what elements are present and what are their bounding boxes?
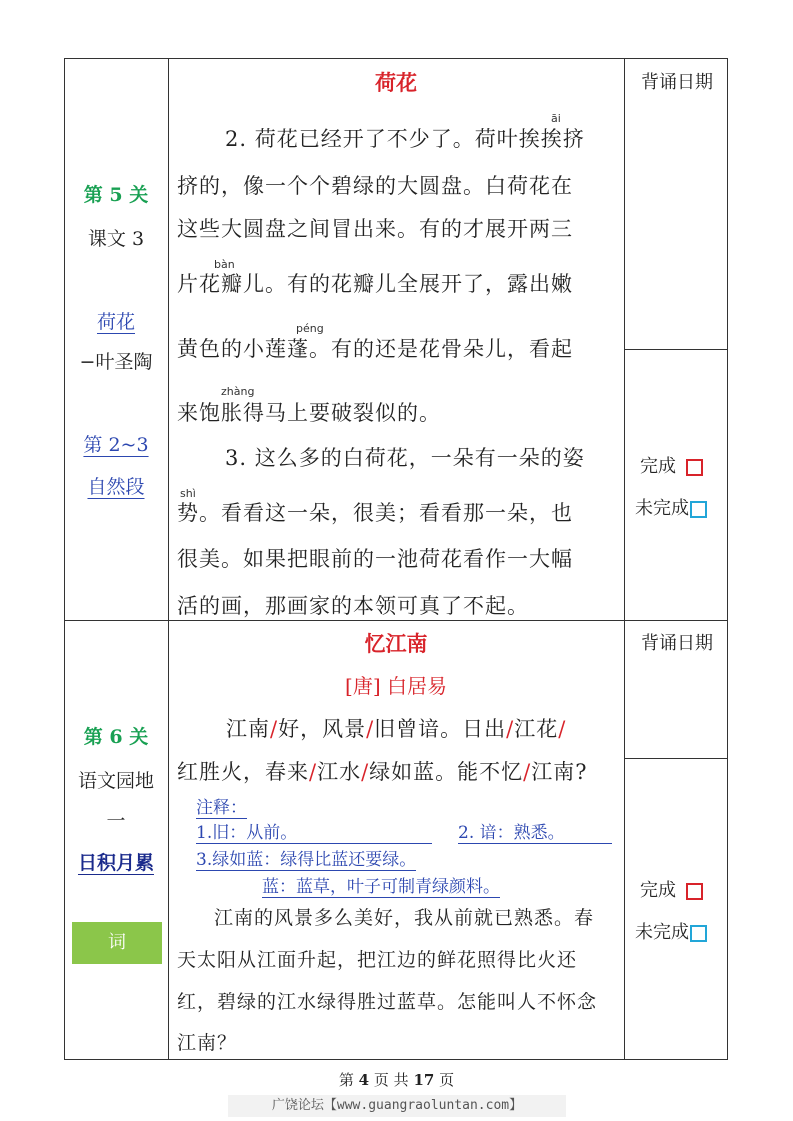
recite-date-label: 背诵日期 — [641, 633, 713, 654]
text-line: 很美。如果把眼前的一池荷花看作一大幅 — [177, 547, 573, 571]
translation-line: 江南？ — [177, 1032, 238, 1054]
unit-label: 一 — [106, 810, 126, 832]
paragraph-unit-link[interactable] — [64, 472, 168, 499]
topic-link[interactable] — [64, 848, 168, 875]
translation-line: 天太阳从江面升起，把江边的鲜花照得比火还 — [177, 949, 578, 971]
done-checkbox-icon[interactable] — [686, 459, 703, 476]
undone-checkbox-icon[interactable] — [690, 501, 707, 518]
text-line: 3. 这么多的白荷花，一朵有一朵的姿 — [225, 446, 585, 470]
paragraph-range-link[interactable] — [64, 430, 168, 457]
lesson-title-link[interactable] — [64, 307, 168, 334]
translation-line: 红，碧绿的江水绿得胜过蓝草。怎能叫人不怀念 — [177, 991, 598, 1013]
undone-option[interactable] — [635, 918, 707, 944]
lesson-label: 课文 3 — [87, 228, 145, 250]
text-line: 来饱胀得马上要破裂似的。 — [177, 401, 441, 425]
lesson-title-text: 荷花 — [96, 311, 135, 333]
note-item: 蓝：蓝草，叶子可制青绿颜料。 — [262, 872, 500, 898]
done-option[interactable] — [640, 876, 703, 902]
category-badge: 词 — [72, 922, 162, 964]
author-label: −叶圣陶 — [79, 351, 153, 373]
pinyin-annotation: zhàng — [221, 385, 255, 398]
text-line: 活的画，那画家的本领可真了不起。 — [177, 594, 529, 618]
undone-label: 未完成 — [635, 922, 689, 943]
poem-line: 江南/好，风景/旧曾谙。日出/江花/ — [226, 717, 567, 741]
pinyin-annotation: bàn — [214, 258, 235, 271]
site-watermark: 广饶论坛【www.guangraoluntan.com】 — [228, 1095, 566, 1117]
level-label: 第 5 关 — [83, 184, 149, 206]
note-item: 2. 谙：熟悉。 — [458, 818, 612, 844]
text-line: 挤的，像一个个碧绿的大圆盘。白荷花在 — [177, 174, 573, 198]
undone-option[interactable] — [635, 494, 707, 520]
page-number: 第 4 页 共 17 页 — [338, 1071, 455, 1089]
pinyin-annotation: shì — [180, 487, 196, 500]
text-line: 这些大圆盘之间冒出来。有的才展开两三 — [177, 217, 573, 241]
note-item: 3.绿如蓝：绿得比蓝还要绿。 — [196, 845, 416, 871]
level-label: 第 6 关 — [83, 726, 149, 748]
poem-line: 红胜火，春来/江水/绿如蓝。能不忆/江南? — [177, 760, 588, 784]
topic-text: 日积月累 — [77, 852, 154, 874]
text-line: 2. 荷花已经开了不少了。荷叶挨挨挤 — [225, 127, 585, 151]
poem-title: 忆江南 — [364, 631, 428, 656]
note-item: 1.旧：从前。 — [196, 818, 432, 844]
lesson-label: 语文园地 — [77, 770, 154, 792]
undone-checkbox-icon[interactable] — [690, 925, 707, 942]
text-line: 黄色的小莲蓬。有的还是花骨朵儿，看起 — [177, 337, 573, 361]
done-label: 完成 — [640, 456, 676, 477]
text-line: 势。看看这一朵，很美；看看那一朵，也 — [177, 501, 573, 525]
translation-line: 江南的风景多么美好，我从前就已熟悉。春 — [214, 907, 595, 929]
paragraph-unit-text: 自然段 — [87, 476, 145, 498]
paragraph-range-text: 第 2~3 — [83, 434, 149, 456]
notes-label: 注释： — [196, 793, 247, 819]
text-title: 荷花 — [375, 70, 417, 95]
recite-date-label: 背诵日期 — [641, 72, 713, 93]
text-line: 片花瓣儿。有的花瓣儿全展开了，露出嫩 — [177, 272, 573, 296]
done-option[interactable] — [640, 452, 703, 478]
pinyin-annotation: āi — [551, 112, 561, 125]
undone-label: 未完成 — [635, 498, 689, 519]
poem-author: [唐] 白居易 — [345, 674, 447, 698]
done-checkbox-icon[interactable] — [686, 883, 703, 900]
done-label: 完成 — [640, 880, 676, 901]
pinyin-annotation: péng — [296, 322, 324, 335]
